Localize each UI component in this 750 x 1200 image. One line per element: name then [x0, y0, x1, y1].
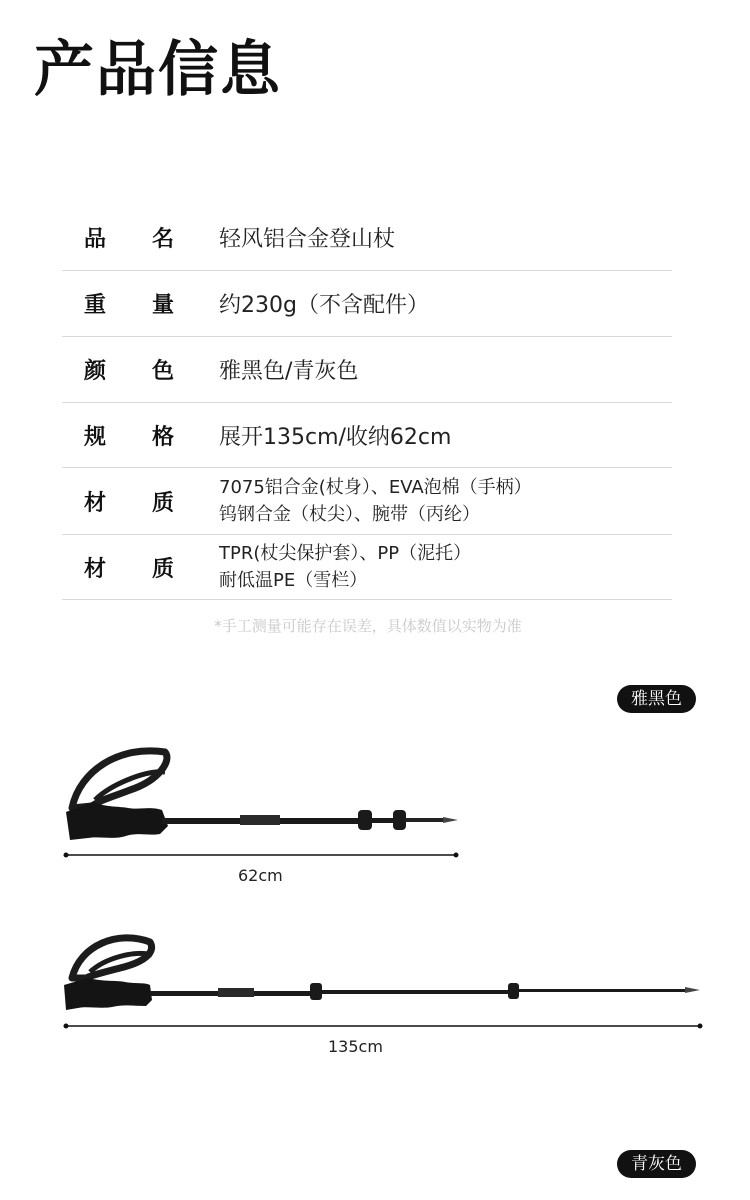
spec-label: 品 [84, 227, 107, 252]
spec-value: TPR(杖尖保护套）、PP（泥托） [219, 543, 472, 564]
spec-value: 展开135cm/收纳62cm [219, 424, 452, 450]
spec-label: 格 [151, 424, 174, 450]
spec-label: 质 [151, 490, 174, 516]
spec-row-material-2 [62, 535, 672, 600]
spec-value: 约230g（不含配件） [219, 293, 429, 318]
dimension-label-collapsed: 62cm [238, 866, 283, 885]
color-tag-gray: 青灰色 [617, 1150, 696, 1178]
spec-label: 规 [84, 424, 107, 450]
spec-label: 材 [84, 556, 107, 582]
spec-value: 耐低温PE（雪栏） [219, 570, 368, 591]
spec-row-color [62, 337, 672, 403]
spec-row-name [62, 205, 672, 271]
dimension-label-extended: 135cm [328, 1037, 383, 1056]
spec-label: 色 [151, 359, 174, 384]
measurement-footnote: *手工测量可能存在误差，具体数值以实物为准 [214, 617, 522, 635]
spec-label: 量 [151, 293, 174, 318]
spec-value: 钨钢合金（杖尖）、腕带（丙纶） [219, 504, 480, 525]
color-tag-black: 雅黑色 [617, 685, 696, 713]
spec-label: 重 [84, 293, 107, 318]
spec-value: 7075铝合金(杖身）、EVA泡棉（手柄） [219, 477, 532, 498]
spec-label: 颜 [84, 359, 107, 384]
spec-row-weight [62, 271, 672, 337]
page-title: 产品信息 [34, 35, 282, 105]
spec-value: 轻风铝合金登山杖 [219, 227, 396, 252]
spec-label: 名 [151, 227, 174, 252]
spec-row-material-1 [62, 468, 672, 535]
spec-table [62, 205, 672, 600]
spec-label: 材 [84, 490, 107, 516]
spec-label: 质 [151, 556, 174, 582]
spec-value: 雅黑色/青灰色 [219, 359, 359, 384]
spec-row-size [62, 403, 672, 468]
